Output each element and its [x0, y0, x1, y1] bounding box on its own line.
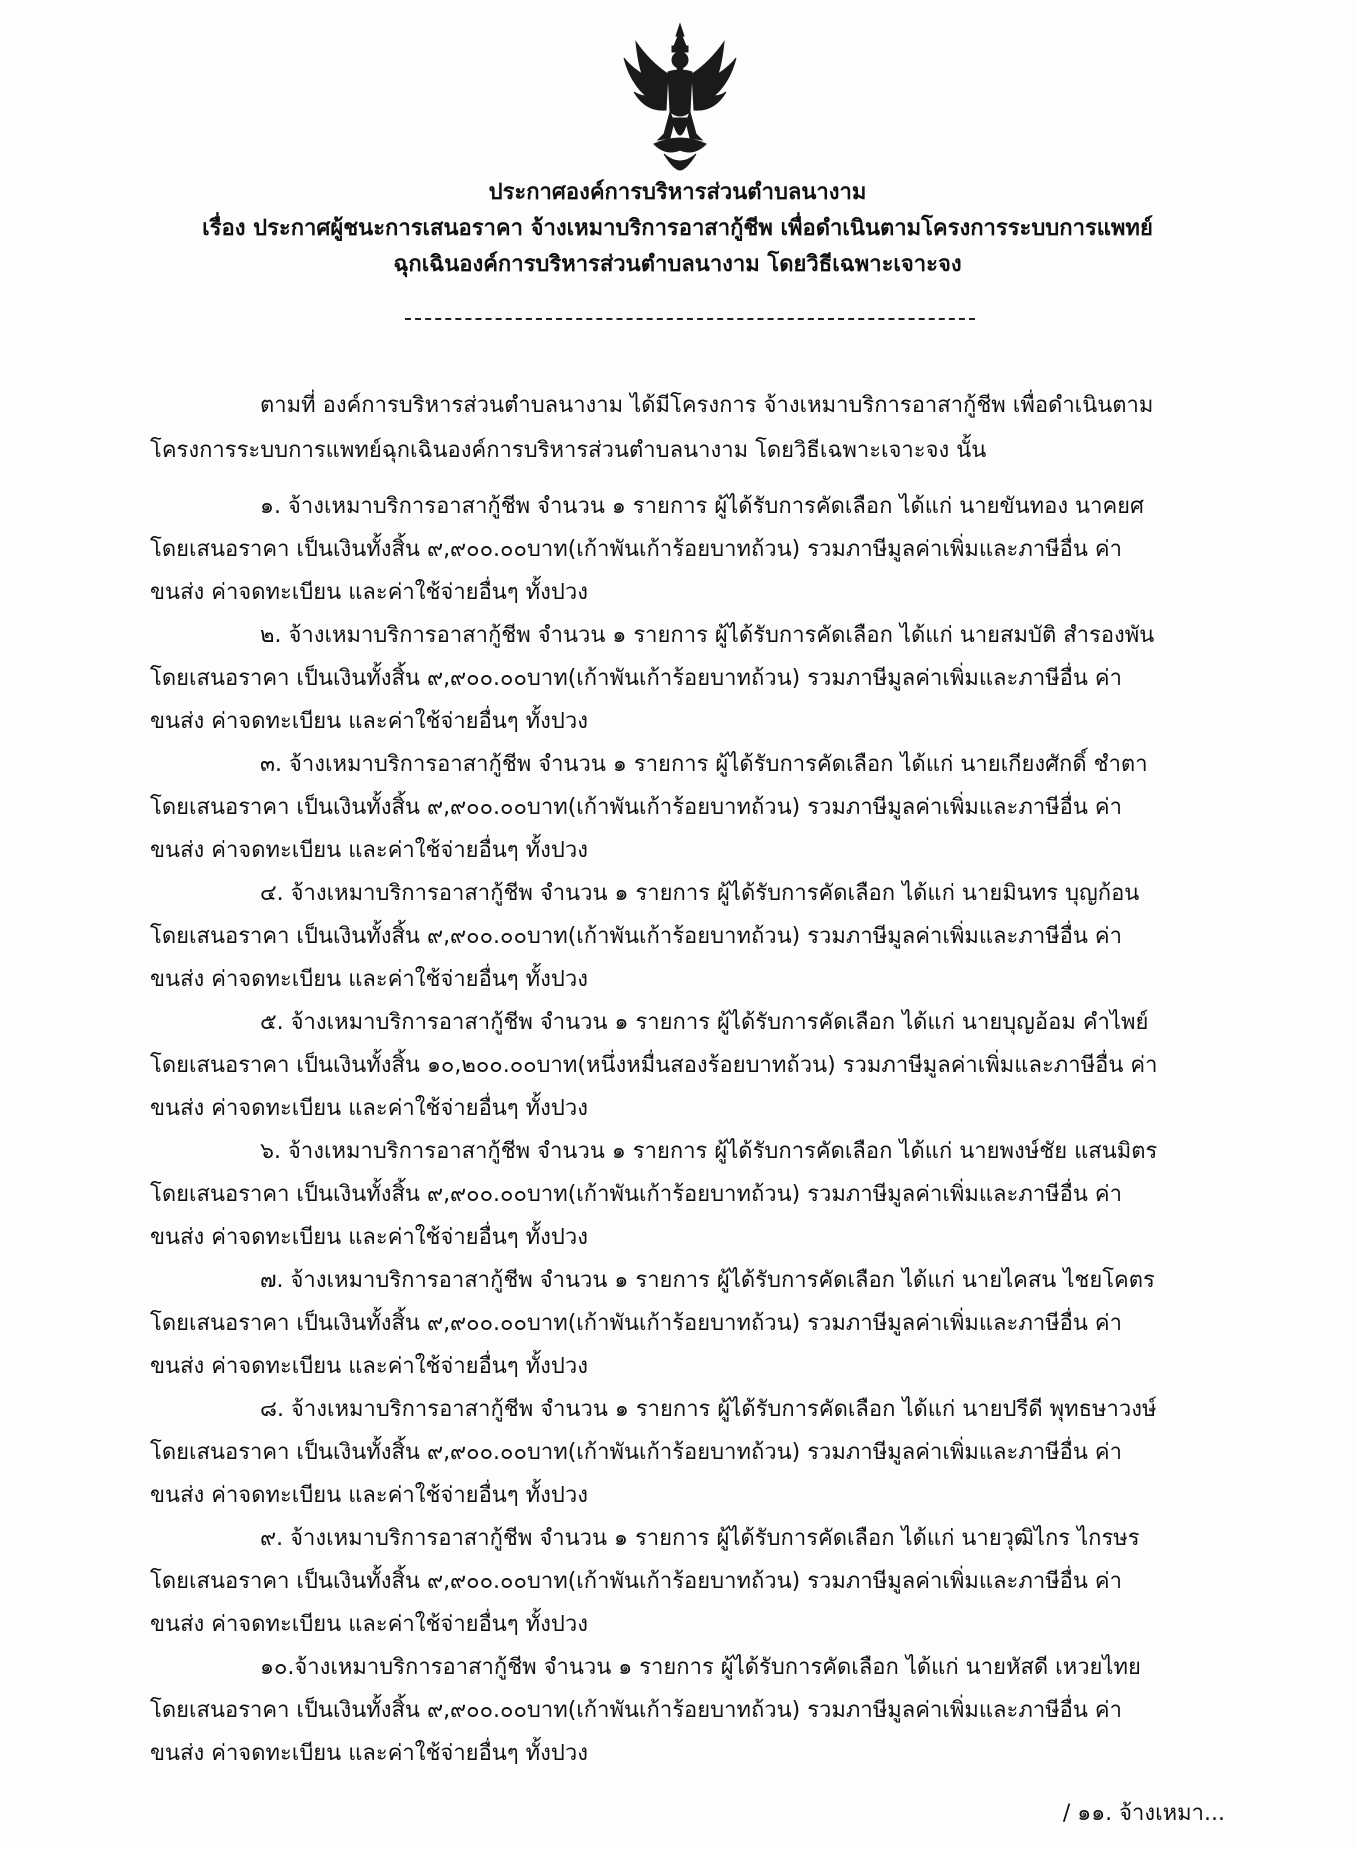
item-line-1: ๘. จ้างเหมาบริการอาสากู้ชีพ จำนวน ๑ รายการ ผู้ได้รับการคัดเลือก ได้แก่ นายปรีดี พุทธษาวงษ์ [260, 1397, 1157, 1422]
item-line-3: ขนส่ง ค่าจดทะเบียน และค่าใช้จ่ายอื่นๆ ทั้งปวง [150, 580, 588, 605]
header-divider [405, 318, 975, 320]
item-line-3: ขนส่ง ค่าจดทะเบียน และค่าใช้จ่ายอื่นๆ ทั้งปวง [150, 1225, 588, 1250]
item-line-3: ขนส่ง ค่าจดทะเบียน และค่าใช้จ่ายอื่นๆ ทั้งปวง [150, 1741, 588, 1766]
item-line-3: ขนส่ง ค่าจดทะเบียน และค่าใช้จ่ายอื่นๆ ทั้งปวง [150, 1483, 588, 1508]
award-list [150, 485, 1230, 1775]
list-item [150, 614, 1230, 743]
item-line-2: โดยเสนอราคา เป็นเงินทั้งสิ้น ๙,๙๐๐.๐๐บาท(เก้าพันเก้าร้อยบาทถ้วน) รวมภาษีมูลค่าเพิ่มและภาษีอื่น ค่า [150, 1182, 1122, 1207]
list-item [150, 1001, 1230, 1130]
item-line-1: ๗. จ้างเหมาบริการอาสากู้ชีพ จำนวน ๑ รายการ ผู้ได้รับการคัดเลือก ได้แก่ นายไคสน ไชยโคตร [260, 1268, 1155, 1293]
garuda-emblem-icon [620, 22, 740, 172]
item-line-3: ขนส่ง ค่าจดทะเบียน และค่าใช้จ่ายอื่นๆ ทั้งปวง [150, 838, 588, 863]
item-line-2: โดยเสนอราคา เป็นเงินทั้งสิ้น ๙,๙๐๐.๐๐บาท(เก้าพันเก้าร้อยบาทถ้วน) รวมภาษีมูลค่าเพิ่มและภาษีอื่น ค่า [150, 795, 1122, 820]
list-item [150, 1388, 1230, 1517]
list-item [150, 1517, 1230, 1646]
list-item [150, 872, 1230, 1001]
item-line-2: โดยเสนอราคา เป็นเงินทั้งสิ้น ๙,๙๐๐.๐๐บาท(เก้าพันเก้าร้อยบาทถ้วน) รวมภาษีมูลค่าเพิ่มและภาษีอื่น ค่า [150, 537, 1122, 562]
item-line-1: ๑๐.จ้างเหมาบริการอาสากู้ชีพ จำนวน ๑ รายการ ผู้ได้รับการคัดเลือก ได้แก่ นายหัสดี เหวยไทย [260, 1655, 1141, 1680]
list-item [150, 1646, 1230, 1775]
announcement-title: ประกาศองค์การบริหารส่วนตำบลนางาม [488, 180, 867, 205]
item-line-2: โดยเสนอราคา เป็นเงินทั้งสิ้น ๙,๙๐๐.๐๐บาท(เก้าพันเก้าร้อยบาทถ้วน) รวมภาษีมูลค่าเพิ่มและภาษีอื่น ค่า [150, 666, 1122, 691]
announcement-subject-cont: ฉุกเฉินองค์การบริหารส่วนตำบลนางาม โดยวิธีเฉพาะเจาะจง [393, 252, 962, 277]
item-line-1: ๓. จ้างเหมาบริการอาสากู้ชีพ จำนวน ๑ รายการ ผู้ได้รับการคัดเลือก ได้แก่ นายเกียงศักดิ์ ชำตา [260, 752, 1148, 777]
item-line-1: ๑. จ้างเหมาบริการอาสากู้ชีพ จำนวน ๑ รายการ ผู้ได้รับการคัดเลือก ได้แก่ นายขันทอง นาคยศ [260, 494, 1145, 519]
item-line-1: ๙. จ้างเหมาบริการอาสากู้ชีพ จำนวน ๑ รายการ ผู้ได้รับการคัดเลือก ได้แก่ นายวุฒิไกร ไกรษร [260, 1526, 1140, 1551]
page-continuation: / ๑๑. จ้างเหมา... [1062, 1801, 1225, 1826]
item-line-2: โดยเสนอราคา เป็นเงินทั้งสิ้น ๙,๙๐๐.๐๐บาท(เก้าพันเก้าร้อยบาทถ้วน) รวมภาษีมูลค่าเพิ่มและภาษีอื่น ค่า [150, 1311, 1122, 1336]
intro-line-2: โครงการระบบการแพทย์ฉุกเฉินองค์การบริหารส่วนตำบลนางาม โดยวิธีเฉพาะเจาะจง นั้น [150, 438, 987, 463]
intro-line-1: ตามที่ องค์การบริหารส่วนตำบลนางาม ได้มีโครงการ จ้างเหมาบริการอาสากู้ชีพ เพื่อดำเนินตาม [260, 393, 1154, 418]
item-line-3: ขนส่ง ค่าจดทะเบียน และค่าใช้จ่ายอื่นๆ ทั้งปวง [150, 1354, 588, 1379]
list-item [150, 1130, 1230, 1259]
item-line-2: โดยเสนอราคา เป็นเงินทั้งสิ้น ๙,๙๐๐.๐๐บาท(เก้าพันเก้าร้อยบาทถ้วน) รวมภาษีมูลค่าเพิ่มและภาษีอื่น ค่า [150, 1569, 1122, 1594]
intro-paragraph [150, 383, 1220, 473]
list-item [150, 743, 1230, 872]
item-line-2: โดยเสนอราคา เป็นเงินทั้งสิ้น ๑๐,๒๐๐.๐๐บาท(หนึ่งหมื่นสองร้อยบาทถ้วน) รวมภาษีมูลค่าเพิ่มและภาษีอื่น ค่า [150, 1053, 1158, 1078]
announcement-subject: เรื่อง ประกาศผู้ชนะการเสนอราคา จ้างเหมาบริการอาสากู้ชีพ เพื่อดำเนินตามโครงการระบบการแพทย์ [202, 216, 1153, 241]
item-line-2: โดยเสนอราคา เป็นเงินทั้งสิ้น ๙,๙๐๐.๐๐บาท(เก้าพันเก้าร้อยบาทถ้วน) รวมภาษีมูลค่าเพิ่มและภาษีอื่น ค่า [150, 1440, 1122, 1465]
item-line-3: ขนส่ง ค่าจดทะเบียน และค่าใช้จ่ายอื่นๆ ทั้งปวง [150, 967, 588, 992]
list-item [150, 485, 1230, 614]
item-line-2: โดยเสนอราคา เป็นเงินทั้งสิ้น ๙,๙๐๐.๐๐บาท(เก้าพันเก้าร้อยบาทถ้วน) รวมภาษีมูลค่าเพิ่มและภาษีอื่น ค่า [150, 1698, 1122, 1723]
item-line-1: ๔. จ้างเหมาบริการอาสากู้ชีพ จำนวน ๑ รายการ ผู้ได้รับการคัดเลือก ได้แก่ นายมินทร บุญก้อน [260, 881, 1140, 906]
item-line-1: ๖. จ้างเหมาบริการอาสากู้ชีพ จำนวน ๑ รายการ ผู้ได้รับการคัดเลือก ได้แก่ นายพงษ์ชัย แสนมิตร [260, 1139, 1158, 1164]
item-line-3: ขนส่ง ค่าจดทะเบียน และค่าใช้จ่ายอื่นๆ ทั้งปวง [150, 709, 588, 734]
item-line-3: ขนส่ง ค่าจดทะเบียน และค่าใช้จ่ายอื่นๆ ทั้งปวง [150, 1096, 588, 1121]
item-line-1: ๒. จ้างเหมาบริการอาสากู้ชีพ จำนวน ๑ รายการ ผู้ได้รับการคัดเลือก ได้แก่ นายสมบัติ สำรองพัน [260, 623, 1155, 648]
item-line-1: ๕. จ้างเหมาบริการอาสากู้ชีพ จำนวน ๑ รายการ ผู้ได้รับการคัดเลือก ได้แก่ นายบุญอ้อม คำไพย์ [260, 1010, 1149, 1035]
item-line-2: โดยเสนอราคา เป็นเงินทั้งสิ้น ๙,๙๐๐.๐๐บาท(เก้าพันเก้าร้อยบาทถ้วน) รวมภาษีมูลค่าเพิ่มและภาษีอื่น ค่า [150, 924, 1122, 949]
item-line-3: ขนส่ง ค่าจดทะเบียน และค่าใช้จ่ายอื่นๆ ทั้งปวง [150, 1612, 588, 1637]
list-item [150, 1259, 1230, 1388]
announcement-header [140, 175, 1215, 283]
